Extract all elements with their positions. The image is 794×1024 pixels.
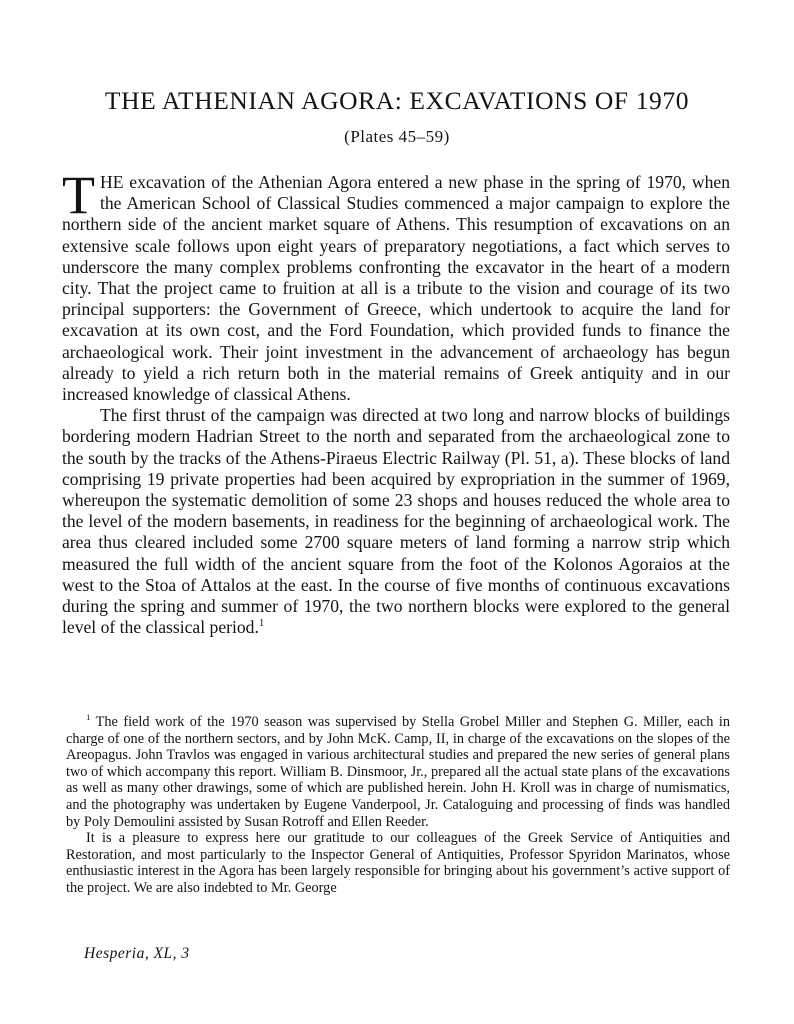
footnote-1-text: The field work of the 1970 season was supervised by Stella Grobel Miller and Stephen G. Miller, each in charge of one of the northern sectors, and by John McK. Camp, II, in charge of the excavations on the slopes of the Areopagus. John Travlos was engaged in various architectural studies and prepared the new series of general plans two of which accompany this report. William B. Dinsmoor, Jr., prepared all the actual state plans of the excavations as well as many other drawings, some of which are published herein. John H. Kroll was in charge of numismatics, and the photography was undertaken by Eugene Vanderpool, Jr. Cataloguing and processing of finds was handled by Poly Demoulini assisted by Susan Rotroff and Ellen Reeder. (66, 714, 730, 830)
footnote-1-continued (66, 830, 730, 896)
paragraph-1 (62, 165, 730, 405)
footnote-reference[interactable]: 1 (258, 617, 265, 630)
journal-citation: Hesperia, XL, 3 (84, 945, 190, 962)
footnote-marker: 1 (86, 712, 91, 723)
drop-cap: T (62, 165, 95, 225)
footnote-1-continued-text: It is a pleasure to express here our gratitude to our colleagues of the Greek Service of Antiquities and Restoration, and most particularly to the Inspector General of Antiquities, Professor Spyridon Marinatos, whose enthusiastic interest in the Agora has been largely responsible for bringing about his government’s active support of the project. We are also indebted to Mr. George (66, 830, 730, 896)
footnotes (66, 714, 730, 897)
plates-reference: (Plates 45–59) (344, 127, 450, 146)
paragraph-1-text: HE excavation of the Athenian Agora entered a new phase in the spring of 1970, when the American School of Classical Studies commenced a major campaign to explore the northern side of the ancient market square of Athens. This resumption of excavations on an extensive scale follows upon eight years of preparatory negotiations, a fact which serves to underscore the many complex problems confronting the excavator in the heart of a modern city. That the project came to fruition at all is a tribute to the vision and courage of its two principal supporters: the Government of Greece, which undertook to acquire the land for excavation at its own cost, and the Ford Foundation, which provided funds to finance the archaeological work. Their joint investment in the advancement of archaeology has begun already to yield a rich return both in the material remains of Greek antiquity and in our increased knowledge of classical Athens. (62, 172, 730, 405)
paragraph-2 (62, 405, 730, 638)
article-title: THE ATHENIAN AGORA: EXCAVATIONS OF 1970 (104, 86, 690, 115)
paragraph-2-text: The first thrust of the campaign was directed at two long and narrow blocks of buildings bordering modern Hadrian Street to the north and separated from the archaeological zone to the south by the tracks of the Athens-Piraeus Electric Railway (Pl. 51, a). These blocks of land comprising 19 private properties had been acquired by expropriation in the summer of 1969, whereupon the systematic demolition of some 23 shops and houses reduced the whole area to the level of the modern basements, in readiness for the beginning of archaeological work. The area thus cleared included some 2700 square meters of land forming a narrow strip which measured the full width of the ancient square from the foot of the Kolonos Agoraios at the west to the Stoa of Attalos at the east. In the course of five months of continuous excavations during the spring and summer of 1970, the two northern blocks were explored to the general level of the classical period. (62, 405, 730, 638)
footnote-1 (66, 714, 730, 830)
article-body (62, 165, 730, 638)
